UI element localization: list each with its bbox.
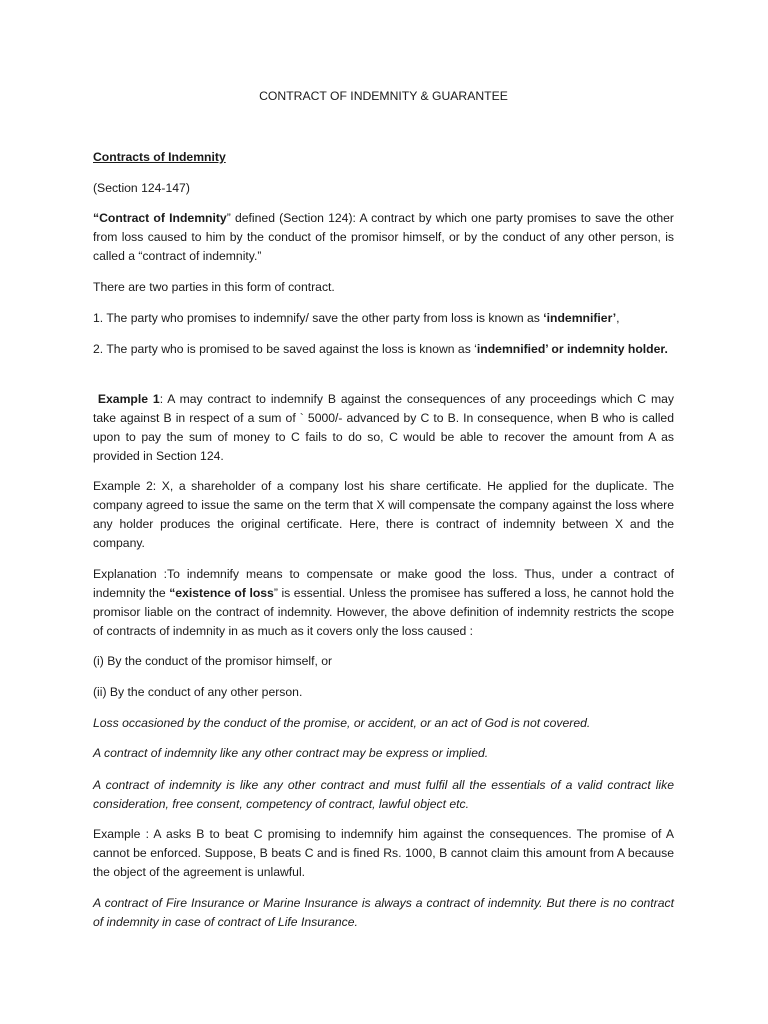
explanation-term: “existence of loss: [169, 586, 274, 600]
party-one-text: 1. The party who promises to indemnify/ save the other party from loss is known as: [93, 311, 544, 325]
definition-text: ” defined (Section 124): A contract by which one party promises to save the other from loss caused to him by the conduct of the promisor himself, or by the conduct of any other person, is called a “contract of indemnity.”: [93, 211, 674, 263]
explanation-pre: Explanation :To indemnify means to compensate or make good the loss. Thus, under a contract of indemnity the: [93, 567, 674, 600]
note-insurance: A contract of Fire Insurance or Marine Insurance is always a contract of indemnity. But there is no contract of indemnity in case of contract of Life Insurance.: [93, 896, 674, 929]
definition-paragraph: [93, 209, 674, 266]
example-one-paragraph: [93, 390, 674, 466]
section-heading-text: Contracts of Indemnity: [93, 150, 226, 164]
list-item-i: (i) By the conduct of the promisor himself, or: [93, 654, 333, 668]
party-two-text: 2. The party who is promised to be saved against the loss is known as ‘: [93, 342, 477, 356]
example-one-text: : A may contract to indemnify B against the consequences of any proceedings which C may take against B in respect of a sum of ` 5000/- advanced by C to B. In consequence, when B who is called upon to pay the sum of money to C fails to do so, C would be able to recover the amount from A as provided in Section 124.: [93, 392, 674, 463]
document-title: CONTRACT OF INDEMNITY & GUARANTEE: [259, 89, 508, 103]
party-one-paragraph: [93, 309, 674, 328]
party-two-paragraph: [93, 340, 674, 359]
explanation-post: ” is essential. Unless the promisee has suffered a loss, he cannot hold the promisor liable on the contract of indemnity. However, the above definition of indemnity restricts the scope of contracts of indemnity in as much as it covers only the loss caused :: [93, 586, 675, 638]
list-item-ii: (ii) By the conduct of any other person.: [93, 685, 303, 699]
section-reference: (Section 124-147): [93, 181, 190, 195]
section-heading: [93, 148, 674, 167]
example-one-label: Example 1: [97, 392, 160, 406]
parties-intro: There are two parties in this form of contract.: [93, 280, 335, 294]
party-one-term: ‘indemnifier’: [543, 311, 617, 325]
note-express-implied: A contract of indemnity like any other contract may be express or implied.: [93, 746, 489, 760]
definition-term: “Contract of Indemnity: [93, 211, 227, 225]
note-essentials: A contract of indemnity is like any other contract and must fulfil all the essentials of a valid contract like consideration, free consent, competency of contract, lawful object etc.: [93, 778, 674, 811]
party-one-tail: ,: [616, 311, 620, 325]
note-not-covered: Loss occasioned by the conduct of the promise, or accident, or an act of God is not covered.: [93, 716, 591, 730]
example-unlawful-paragraph: Example : A asks B to beat C promising to indemnify him against the consequences. The promise of A cannot be enforced. Suppose, B beats C and is fined Rs. 1000, B cannot claim this amount from A because the object of the agreement is unlawful.: [93, 827, 674, 879]
explanation-paragraph: [93, 565, 674, 641]
party-two-term: indemnified’ or indemnity holder.: [476, 342, 668, 356]
example-two-paragraph: Example 2: X, a shareholder of a company lost his share certificate. He applied for the duplicate. The company agreed to issue the same on the term that X will compensate the company against the loss where any holder produces the original certificate. Here, there is contract of indemnity between X and the company.: [93, 479, 674, 550]
